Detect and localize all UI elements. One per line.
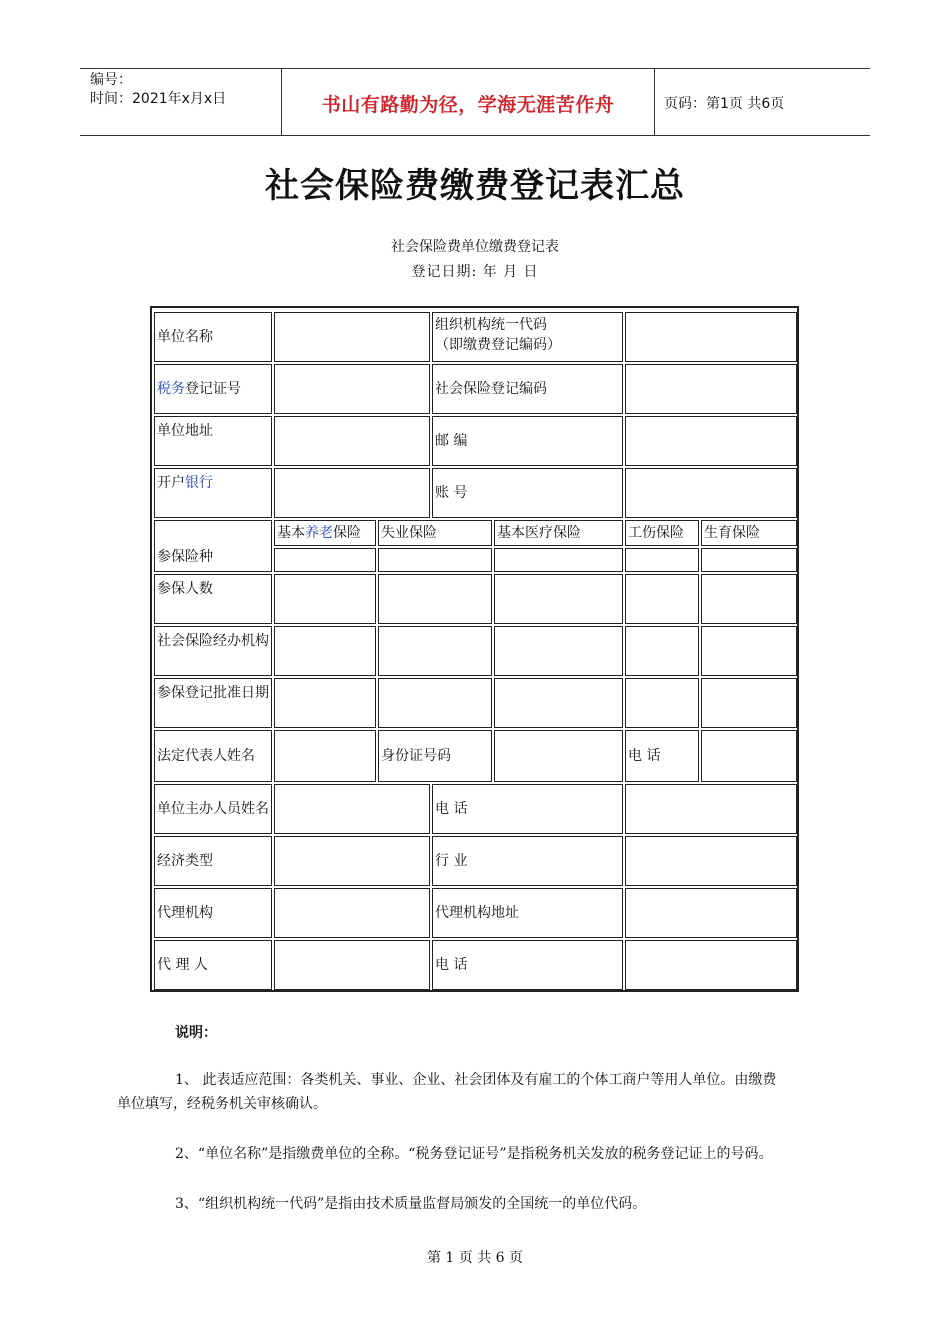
- label-approval-date: 参保登记批准日期: [154, 678, 272, 728]
- header-motto: 书山有路勤为径，学海无涯苦作舟: [321, 94, 615, 116]
- header-pension: 基本养老保险: [274, 520, 376, 546]
- notes-title: 说明：: [175, 1025, 217, 1041]
- bank-link[interactable]: 银行: [185, 475, 213, 491]
- value-unit-name[interactable]: [274, 312, 430, 362]
- value-maternity-type[interactable]: [701, 548, 797, 572]
- header-number: 编号：: [90, 72, 132, 88]
- value-org-code[interactable]: [625, 312, 797, 362]
- value-legal-rep[interactable]: [274, 730, 376, 782]
- value-agency-medical[interactable]: [494, 626, 623, 676]
- header-injury: 工伤保险: [625, 520, 699, 546]
- label-handler: 单位主办人员姓名: [154, 784, 272, 834]
- page-footer: 第 1 页 共 6 页: [426, 1250, 524, 1266]
- value-agent-address[interactable]: [625, 888, 797, 938]
- label-unit-name: 单位名称: [154, 312, 272, 362]
- label-si-reg-code: 社会保险登记编码: [432, 364, 623, 414]
- header-medical: 基本医疗保险: [494, 520, 623, 546]
- header-maternity: 生育保险: [701, 520, 797, 546]
- org-code-line1: 组织机构统一代码: [435, 317, 547, 333]
- note-2: 2、“单位名称”是指缴费单位的全称。“税务登记证号”是指税务机关发放的税务登记证上的号码。: [175, 1146, 773, 1162]
- label-postal-code: 邮 编: [432, 416, 623, 466]
- value-handler[interactable]: [274, 784, 430, 834]
- value-agency-unemployment[interactable]: [378, 626, 492, 676]
- label-org-code: [432, 312, 623, 362]
- value-approval-maternity[interactable]: [701, 678, 797, 728]
- label-legal-rep: 法定代表人姓名: [154, 730, 272, 782]
- header-bottom-rule: [80, 135, 870, 136]
- value-agent-person[interactable]: [274, 940, 430, 990]
- label-insurance-types: 参保险种: [154, 520, 272, 572]
- value-agency-injury[interactable]: [625, 626, 699, 676]
- note-1-line1: 1、 此表适应范围：各类机关、事业、企业、社会团体及有雇工的个体工商户等用人单位。由缴费: [175, 1072, 777, 1088]
- registration-form-table: [150, 306, 799, 992]
- label-phone-agent: 电 话: [432, 940, 623, 990]
- label-phone-handler: 电 话: [432, 784, 623, 834]
- value-count-pension[interactable]: [274, 574, 376, 624]
- value-si-reg-code[interactable]: [625, 364, 797, 414]
- value-bank[interactable]: [274, 468, 430, 518]
- value-approval-unemployment[interactable]: [378, 678, 492, 728]
- label-insured-count: 参保人数: [154, 574, 272, 624]
- label-agent-address: 代理机构地址: [432, 888, 623, 938]
- value-industry[interactable]: [625, 836, 797, 886]
- label-phone-legal: 电 话: [625, 730, 699, 782]
- note-1: [117, 1068, 807, 1116]
- value-agency-pension[interactable]: [274, 626, 376, 676]
- label-economy-type: 经济类型: [154, 836, 272, 886]
- value-count-maternity[interactable]: [701, 574, 797, 624]
- value-postal-code[interactable]: [625, 416, 797, 466]
- label-tax-reg: [154, 364, 272, 414]
- form-subtitle: 社会保险费单位缴费登记表: [391, 239, 559, 255]
- header-unemployment: 失业保险: [378, 520, 492, 546]
- value-approval-injury[interactable]: [625, 678, 699, 728]
- header-time: 时间：2021年x月x日: [90, 91, 227, 107]
- value-unit-address[interactable]: [274, 416, 430, 466]
- header-page-info: 页码：第1页 共6页: [664, 96, 785, 112]
- label-agent-person: 代 理 人: [154, 940, 272, 990]
- pension-link[interactable]: 养老: [305, 525, 333, 541]
- value-approval-medical[interactable]: [494, 678, 623, 728]
- value-count-injury[interactable]: [625, 574, 699, 624]
- label-bank: [154, 468, 272, 518]
- value-tax-reg[interactable]: [274, 364, 430, 414]
- header-divider-left: [281, 69, 282, 136]
- label-industry: 行 业: [432, 836, 623, 886]
- value-agency-maternity[interactable]: [701, 626, 797, 676]
- tax-reg-text: 登记证号: [185, 381, 241, 397]
- value-agent-org[interactable]: [274, 888, 430, 938]
- value-pension-type[interactable]: [274, 548, 376, 572]
- tax-reg-link[interactable]: 税务: [157, 381, 185, 397]
- bank-text: 开户: [157, 475, 185, 491]
- label-unit-address: 单位地址: [154, 416, 272, 466]
- document-title: 社会保险费缴费登记表汇总: [265, 166, 685, 206]
- value-id-number[interactable]: [494, 730, 623, 782]
- header-top-rule: [80, 68, 870, 69]
- value-phone-handler[interactable]: [625, 784, 797, 834]
- note-3: 3、“组织机构统一代码”是指由技术质量监督局颁发的全国统一的单位代码。: [175, 1196, 647, 1212]
- header-divider-right: [654, 69, 655, 136]
- header-meta: [90, 71, 226, 109]
- value-phone-agent[interactable]: [625, 940, 797, 990]
- org-code-line2: （即缴费登记编码）: [435, 337, 561, 353]
- label-agency: 社会保险经办机构: [154, 626, 272, 676]
- value-medical-type[interactable]: [494, 548, 623, 572]
- label-agent-org: 代理机构: [154, 888, 272, 938]
- label-account: 账 号: [432, 468, 623, 518]
- value-phone-legal[interactable]: [701, 730, 797, 782]
- value-unemployment-type[interactable]: [378, 548, 492, 572]
- registration-date: 登记日期: 年 月 日: [411, 264, 539, 280]
- label-id-number: 身份证号码: [378, 730, 492, 782]
- value-count-unemployment[interactable]: [378, 574, 492, 624]
- value-account[interactable]: [625, 468, 797, 518]
- value-injury-type[interactable]: [625, 548, 699, 572]
- note-1-line2: 单位填写，经税务机关审核确认。: [117, 1096, 327, 1112]
- value-economy-type[interactable]: [274, 836, 430, 886]
- value-count-medical[interactable]: [494, 574, 623, 624]
- value-approval-pension[interactable]: [274, 678, 376, 728]
